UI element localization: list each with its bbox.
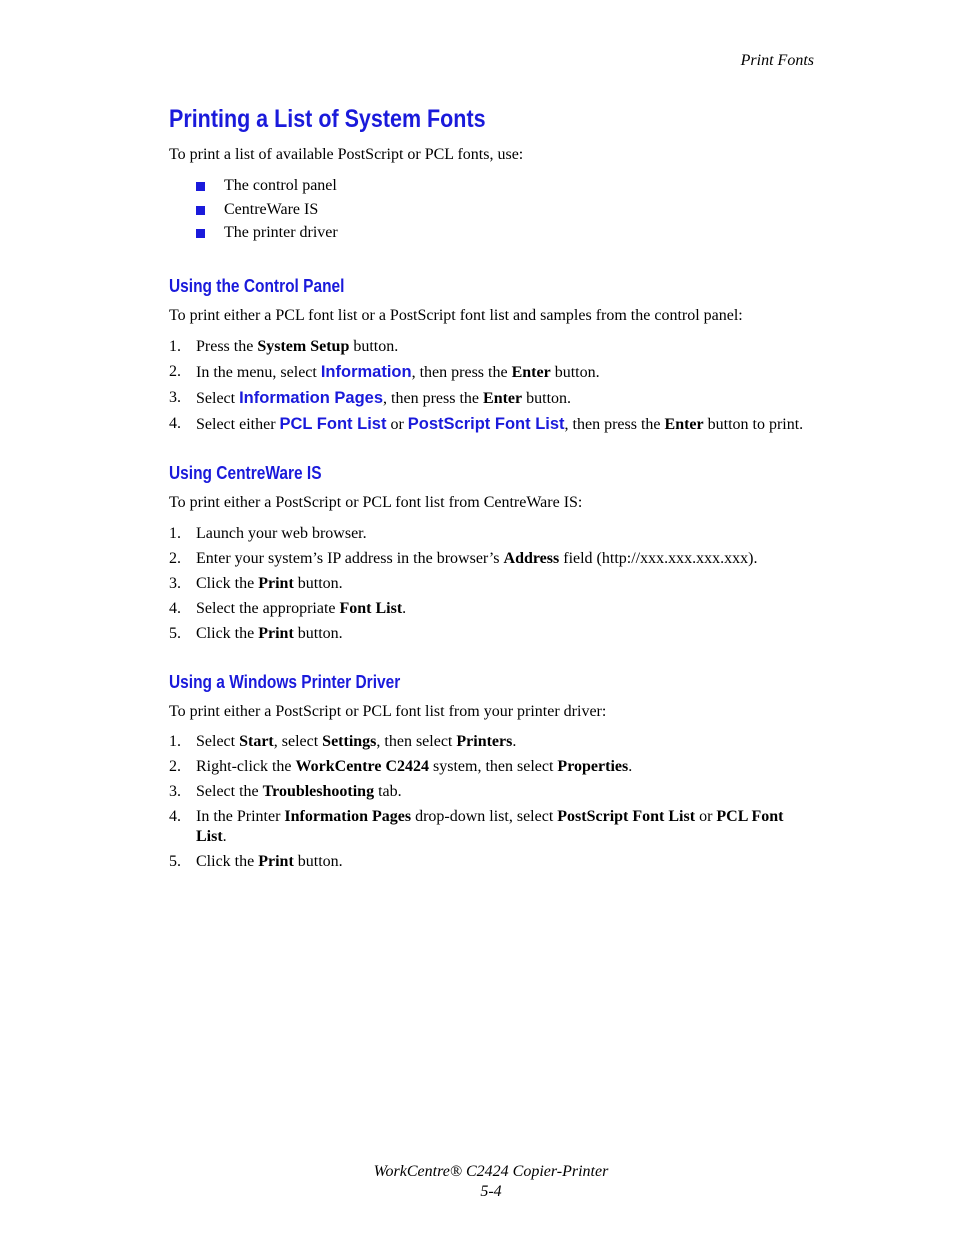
step-item: 3. Select Information Pages, then press the Enter button. [169,388,572,407]
step-item: 1. Launch your web browser. [169,524,367,542]
menu-term: Information [320,362,412,381]
bullet-square-icon [196,229,205,238]
footer-product: WorkCentre® C2424 Copier-Printer [373,1163,609,1180]
running-head: Print Fonts [740,52,814,69]
step-item: 5. Click the Print button. [169,624,343,642]
step-item: 3. Select the Troubleshooting tab. [169,782,402,800]
bullet-square-icon [196,206,205,215]
step-item: 1. Select Start, select Settings, then select Printers. [169,732,517,750]
step-item: 4. Select the appropriate Font List. [169,599,407,617]
steps-windows-driver [169,732,809,872]
step-item: 2. Right-click the WorkCentre C2424 system, then select Properties. [169,757,633,775]
step-item: 1. Press the System Setup button. [169,337,399,355]
section-intro: To print either a PCL font list or a PostScript font list and samples from the control panel: [169,306,743,324]
step-item: 5. Click the Print button. [169,852,343,870]
step-item: 4. Select either PCL Font List or PostScript Font List, then press the Enter button to print. [169,414,804,433]
method-list [169,174,809,245]
menu-term: Information Pages [239,388,384,407]
page-content [169,100,809,877]
step-item: 3. Click the Print button. [169,574,343,592]
step-item: 2. In the menu, select Information, then press the Enter button. [169,362,600,381]
page-title: Printing a List of System Fonts [169,105,486,133]
intro-text: To print a list of available PostScript or PCL fonts, use: [169,146,524,163]
list-item: CentreWare IS [169,198,809,222]
menu-term: PCL Font List [279,414,387,433]
section-intro: To print either a PostScript or PCL font list from your printer driver: [169,702,607,720]
section-heading-control-panel: Using the Control Panel [169,275,345,296]
step-item: 4. In the Printer Information Pages drop-down list, select PostScript Font List or PCL Font List. [169,807,784,845]
steps-centreware [169,524,809,644]
section-intro: To print either a PostScript or PCL font list from CentreWare IS: [169,493,583,511]
section-heading-centreware: Using CentreWare IS [169,462,322,483]
page-footer [0,1162,954,1202]
steps-control-panel [169,337,809,435]
bullet-square-icon [196,182,205,191]
menu-term: PostScript Font List [407,414,565,433]
list-item: The control panel [169,174,809,198]
step-item: 2. Enter your system’s IP address in the browser’s Address field (http://xxx.xxx.xxx.xxx). [169,549,758,567]
list-item: The printer driver [169,221,809,245]
footer-page-number: 5-4 [480,1183,502,1200]
section-heading-windows-driver: Using a Windows Printer Driver [169,671,401,692]
